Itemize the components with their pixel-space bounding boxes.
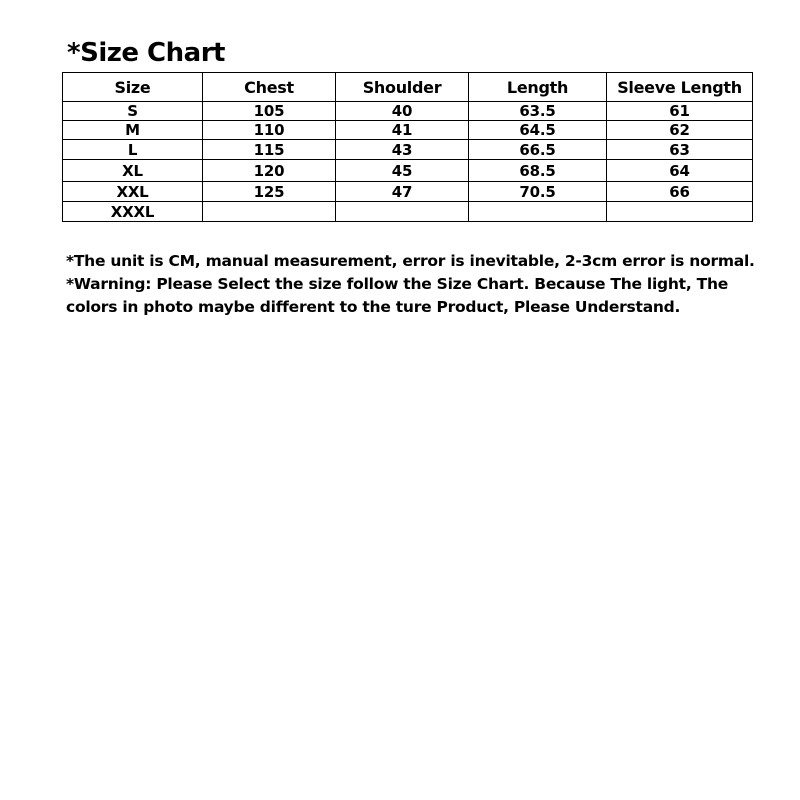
cell-chest: 125: [203, 182, 336, 202]
table-row: [63, 140, 753, 160]
cell-chest: 115: [203, 140, 336, 160]
cell-size: XXL: [63, 182, 203, 202]
cell-length: 63.5: [469, 102, 607, 121]
page-title: *Size Chart: [67, 38, 225, 68]
cell-sleeve-length: 62: [607, 121, 753, 140]
cell-chest: 110: [203, 121, 336, 140]
cell-size: S: [63, 102, 203, 121]
warning-note-line-1: *Warning: Please Select the size follow the Size Chart. Because The light, The: [66, 275, 729, 293]
cell-size: XL: [63, 160, 203, 182]
warning-note-line-2: colors in photo maybe different to the ture Product, Please Understand.: [66, 298, 681, 316]
cell-chest: [203, 202, 336, 222]
cell-shoulder: 45: [336, 160, 469, 182]
cell-sleeve-length: 66: [607, 182, 753, 202]
header-sleeve-length: Sleeve Length: [607, 73, 753, 102]
cell-size: L: [63, 140, 203, 160]
cell-size: XXXL: [63, 202, 203, 222]
cell-shoulder: 47: [336, 182, 469, 202]
cell-length: [469, 202, 607, 222]
cell-size: M: [63, 121, 203, 140]
cell-length: 70.5: [469, 182, 607, 202]
cell-sleeve-length: [607, 202, 753, 222]
cell-chest: 105: [203, 102, 336, 121]
cell-shoulder: [336, 202, 469, 222]
cell-sleeve-length: 64: [607, 160, 753, 182]
table-row: [63, 121, 753, 140]
size-chart-table: [62, 72, 753, 222]
header-chest: Chest: [203, 73, 336, 102]
table-header-row: [63, 73, 753, 102]
header-size: Size: [63, 73, 203, 102]
table-row: [63, 182, 753, 202]
cell-sleeve-length: 63: [607, 140, 753, 160]
cell-shoulder: 40: [336, 102, 469, 121]
header-length: Length: [469, 73, 607, 102]
table-row: [63, 160, 753, 182]
header-shoulder: Shoulder: [336, 73, 469, 102]
cell-length: 68.5: [469, 160, 607, 182]
cell-length: 66.5: [469, 140, 607, 160]
unit-note: *The unit is CM, manual measurement, error is inevitable, 2-3cm error is normal.: [66, 252, 755, 270]
cell-chest: 120: [203, 160, 336, 182]
cell-length: 64.5: [469, 121, 607, 140]
cell-shoulder: 43: [336, 140, 469, 160]
cell-shoulder: 41: [336, 121, 469, 140]
table-row: [63, 202, 753, 222]
table-row: [63, 102, 753, 121]
notes-block: [66, 250, 766, 319]
cell-sleeve-length: 61: [607, 102, 753, 121]
